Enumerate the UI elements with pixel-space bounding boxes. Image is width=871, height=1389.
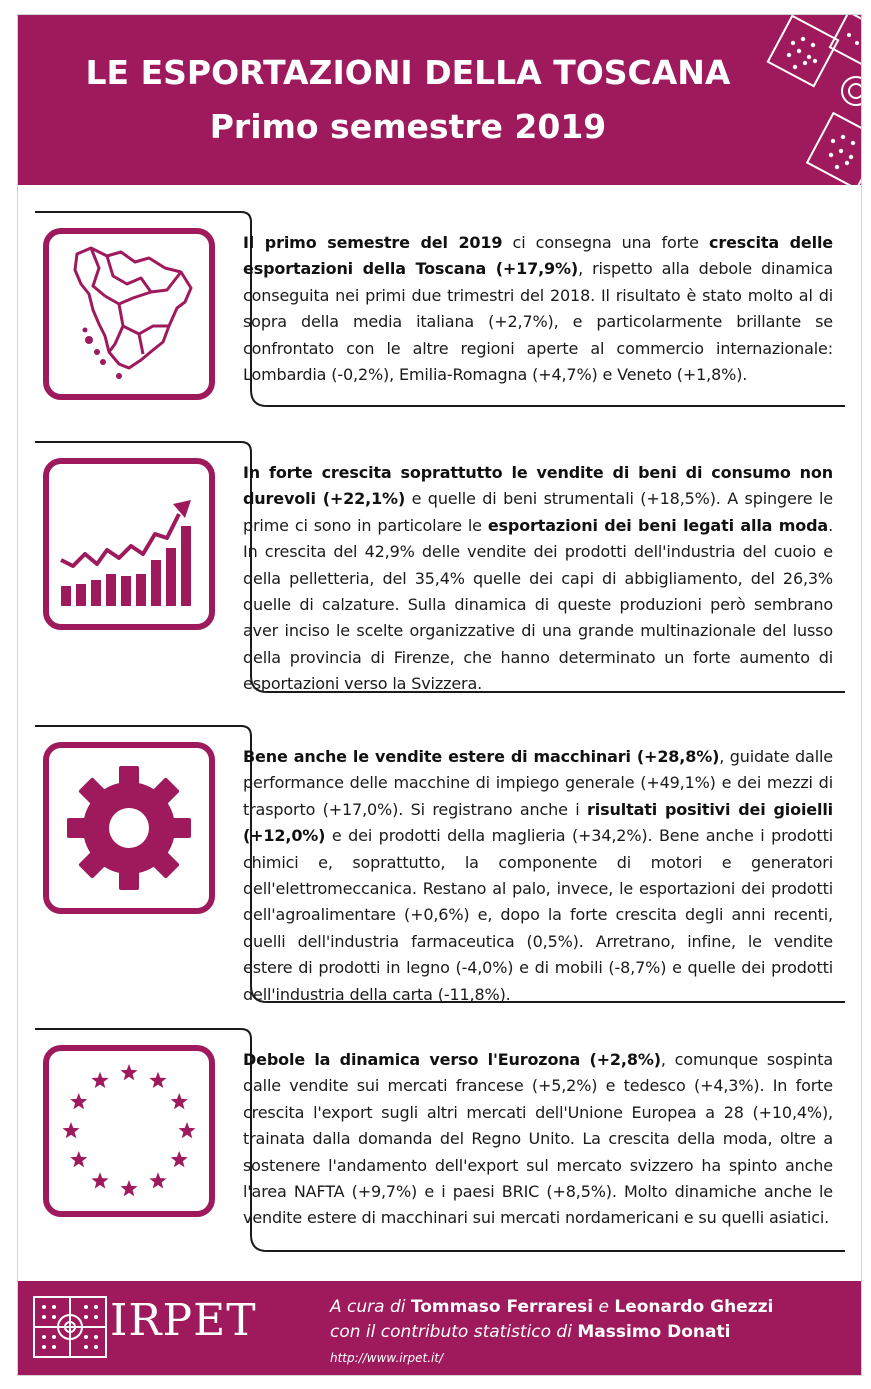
body-text: , rispetto alla debole dinamica conseguita nei primi due trimestri del 2018. Il risultato è stato molto al di sopra della media italiana (+2,7%), e particolarmente brillante se confrontato con le altre regioni aperte al commercio internazionale: Lombardia (-0,2%), Emilia-Romagna (+4,7%) e Veneto (+1,8%).: [243, 259, 834, 385]
header-banner: [18, 15, 861, 185]
body-text: e quelle di beni strumentali (+18,5%). A spingere le prime ci sono in particolare le: [243, 489, 833, 535]
body-text: , guidate dalle performance delle macchine di impiego generale (+49,1%) e dei mezzi di trasporto (+17,0%). Si registrano anche i: [243, 747, 833, 819]
body-text: ci consegna una forte: [502, 233, 709, 252]
icon-frame: [43, 1045, 215, 1217]
credit-conjunction: e: [593, 1297, 615, 1317]
star-icon: [149, 1172, 166, 1188]
credit-line-authors: [330, 1297, 773, 1317]
irpet-logo-icon: [32, 1295, 108, 1359]
star-icon: [171, 1093, 188, 1109]
tuscany-map-icon: [49, 234, 209, 394]
icon-frame: [43, 228, 215, 400]
infographic-page: [17, 14, 862, 1376]
star-icon: [178, 1122, 195, 1138]
star-icon: [120, 1064, 137, 1080]
credit-prefix: A cura di: [330, 1297, 411, 1317]
page-subtitle: Primo semestre 2019: [209, 107, 607, 146]
eu-stars-icon: [49, 1051, 209, 1211]
star-icon: [62, 1122, 79, 1138]
author-name: Leonardo Ghezzi: [614, 1297, 774, 1317]
author-name: Massimo Donati: [577, 1322, 731, 1342]
highlight-text: Bene anche le vendite estere di macchinari (+28,8%): [243, 747, 720, 766]
page-title: LE ESPORTAZIONI DELLA TOSCANA: [85, 53, 731, 92]
decorative-pattern-icon: [753, 15, 861, 185]
star-icon: [120, 1180, 137, 1196]
gear-icon: [49, 748, 209, 908]
star-icon: [149, 1072, 166, 1088]
highlight-text: esportazioni dei beni legati alla moda: [487, 515, 829, 535]
credit-prefix: con il contributo statistico di: [330, 1322, 578, 1342]
star-icon: [70, 1151, 87, 1167]
footer-banner: [18, 1281, 861, 1375]
section-text-consumer-goods: [243, 460, 833, 698]
star-icon: [91, 1172, 108, 1188]
body-text: , comunque sospinta dalle vendite sui mercati francese (+5,2%) e tedesco (+4,3%). In forte crescita l'export sugli altri mercati dell'Unione Europea a 28 (+10,4%), trainata dalla domanda del Regno Unito. La crescita della moda, oltre a sostenere l'andamento dell'export sul mercato svizzero ha spinto anche l'area NAFTA (+9,7%) e i paesi BRIC (+8,5%). Molto dinamiche anche le vendite estere di macchinari sui mercati nordamericani e su quelli asiatici.: [243, 1050, 833, 1228]
irpet-logo-text: IRPET: [110, 1295, 257, 1346]
highlight-text: crescita delle esportazioni della Toscana (+17,9%): [243, 233, 833, 279]
icon-frame: [43, 742, 215, 914]
highlight-text: Debole la dinamica verso l'Eurozona (+2,8%): [243, 1050, 661, 1069]
author-name: Tommaso Ferraresi: [410, 1297, 594, 1317]
body-text: e dei prodotti della maglieria (+34,2%). Bene anche i prodotti chimici e, soprattutto, la componente di motori e generatori dell'elettromeccanica. Restano al palo, invece, le esportazioni dei prodotti dell'agroalimentare (+0,6%) e, dopo la forte crescita degli anni recenti, quelli dell'industria farmaceutica (0,5%). Arretrano, infine, le vendite estere di prodotti in legno (-4,0%) e di mobili (-8,7%) e quelle dei prodotti dell'industria della carta (-11,8%).: [243, 826, 833, 1004]
star-icon: [171, 1151, 188, 1167]
section-text-overview: [243, 230, 833, 388]
body-text: . In crescita del 42,9% delle vendite dei prodotti dell'industria del cuoio e della pelletteria, del 35,4% quelle dei capi di abbigliamento, del 26,3% quelle di calzature. Sulla dinamica di queste produzioni però sembrano aver inciso le scelte organizzative di una grande multinazionale del lusso della provincia di Firenze, che hanno determinato un forte aumento di esportazioni verso la Svizzera.: [243, 515, 833, 694]
star-icon: [91, 1072, 108, 1088]
credit-line-statistics: [330, 1322, 730, 1342]
highlight-text: Il primo semestre del 2019: [243, 233, 503, 252]
highlight-text: In forte crescita soprattutto le vendite di beni di consumo non durevoli (+22,1%): [243, 463, 833, 509]
growth-chart-icon: [49, 464, 209, 624]
highlight-text: risultati positivi dei gioielli (+12,0%): [243, 799, 834, 846]
star-icon: [70, 1093, 87, 1109]
section-text-eurozone: [243, 1047, 833, 1232]
section-text-machinery: [243, 744, 833, 1008]
icon-frame: [43, 458, 215, 630]
website-link[interactable]: http://www.irpet.it/: [330, 1351, 444, 1365]
